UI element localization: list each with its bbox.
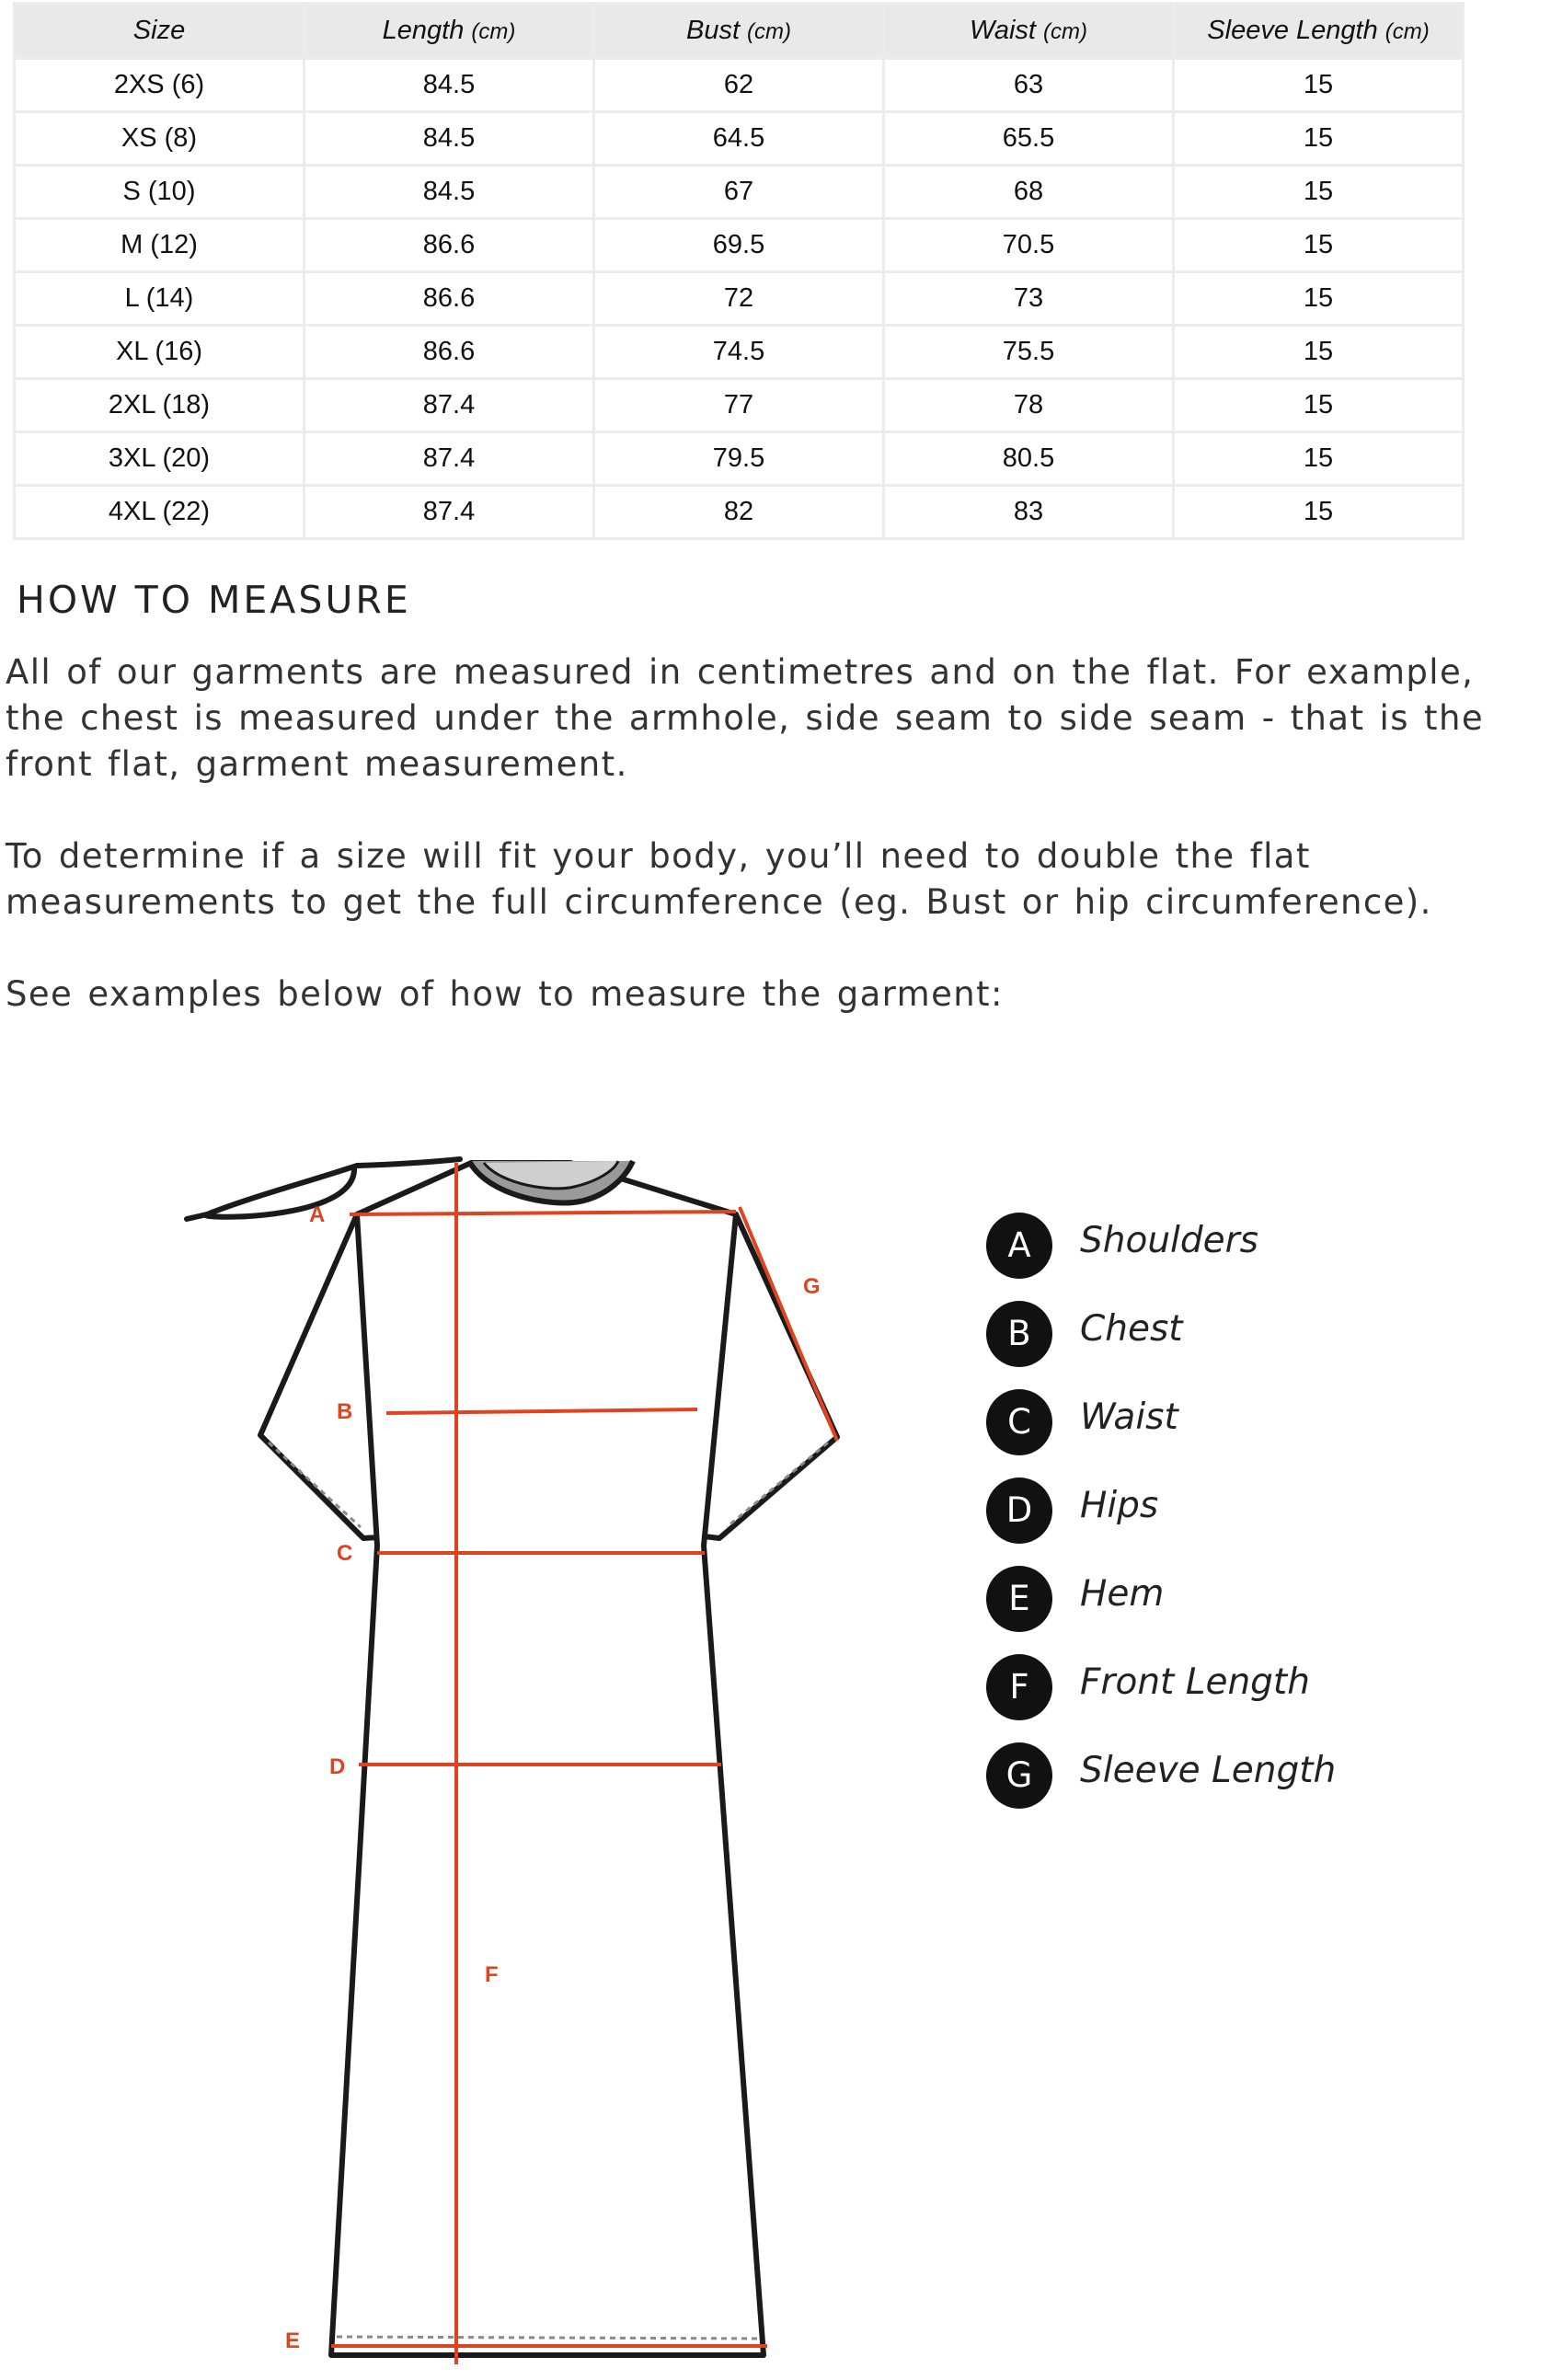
bust-cell: 62 xyxy=(594,59,884,112)
column-header-size: Size xyxy=(15,4,304,59)
diagram-label-e: E xyxy=(285,2328,301,2353)
legend-label: Waist xyxy=(1080,1397,1178,1438)
size-cell: XL (16) xyxy=(15,326,304,379)
diagram-label-g: G xyxy=(803,1274,821,1299)
bust-cell: 79.5 xyxy=(594,432,884,486)
legend-item-hips xyxy=(986,1477,1501,1544)
diagram-label-b: B xyxy=(337,1399,353,1424)
column-header-bust: Bust (cm) xyxy=(594,4,884,59)
length-cell: 84.5 xyxy=(304,112,594,166)
waist-cell: 73 xyxy=(884,272,1174,326)
waist-cell: 65.5 xyxy=(884,112,1174,166)
legend-item-hem xyxy=(986,1566,1501,1632)
legend-badge: B xyxy=(986,1301,1052,1367)
length-cell: 84.5 xyxy=(304,59,594,112)
column-header-waist: Waist (cm) xyxy=(884,4,1174,59)
table-row xyxy=(15,59,1464,112)
legend-badge: F xyxy=(986,1654,1052,1720)
table-header-row xyxy=(15,4,1464,59)
waist-cell: 75.5 xyxy=(884,326,1174,379)
table-row xyxy=(15,219,1464,272)
length-cell: 87.4 xyxy=(304,432,594,486)
waist-cell: 80.5 xyxy=(884,432,1174,486)
measure-paragraph-3: See examples below of how to measure the garment: xyxy=(6,974,1004,1014)
sleeve-cell: 15 xyxy=(1174,112,1464,166)
sleeve-cell: 15 xyxy=(1174,326,1464,379)
legend-badge: D xyxy=(986,1477,1052,1544)
legend-label: Chest xyxy=(1080,1308,1183,1350)
legend-badge: G xyxy=(986,1742,1052,1809)
table-row xyxy=(15,379,1464,432)
table-row xyxy=(15,486,1464,539)
dress-body xyxy=(331,1163,764,2355)
waist-cell: 63 xyxy=(884,59,1174,112)
bust-cell: 64.5 xyxy=(594,112,884,166)
length-cell: 87.4 xyxy=(304,379,594,432)
length-cell: 87.4 xyxy=(304,486,594,539)
length-cell: 86.6 xyxy=(304,272,594,326)
diagram-label-f: F xyxy=(485,1962,499,1987)
legend-label: Shoulders xyxy=(1080,1220,1258,1261)
length-cell: 84.5 xyxy=(304,166,594,219)
waist-cell: 78 xyxy=(884,379,1174,432)
diagram-label-d: D xyxy=(329,1754,346,1779)
legend-item-front-length xyxy=(986,1654,1501,1720)
sleeve-cell: 15 xyxy=(1174,59,1464,112)
size-cell: S (10) xyxy=(15,166,304,219)
size-cell: XS (8) xyxy=(15,112,304,166)
size-cell: 4XL (22) xyxy=(15,486,304,539)
sleeve-cell: 15 xyxy=(1174,379,1464,432)
table-row xyxy=(15,432,1464,486)
sleeve-cell: 15 xyxy=(1174,272,1464,326)
table-row xyxy=(15,272,1464,326)
bust-cell: 77 xyxy=(594,379,884,432)
how-to-measure-heading: HOW TO MEASURE xyxy=(17,578,411,622)
legend-item-shoulders xyxy=(986,1213,1501,1279)
bust-cell: 69.5 xyxy=(594,219,884,272)
measure-paragraph-1: All of our garments are measured in centimetres and on the flat. For example, the chest is measured under the armhole, side seam to side seam - that is the front flat, garment measurement. xyxy=(6,652,1484,784)
sleeve-cell: 15 xyxy=(1174,432,1464,486)
size-cell: 2XS (6) xyxy=(15,59,304,112)
size-cell: L (14) xyxy=(15,272,304,326)
size-cell: 3XL (20) xyxy=(15,432,304,486)
legend-item-waist xyxy=(986,1389,1501,1455)
length-cell: 86.6 xyxy=(304,219,594,272)
legend-badge: A xyxy=(986,1213,1052,1279)
dress-measurement-diagram xyxy=(0,1104,938,2380)
legend-label: Front Length xyxy=(1080,1661,1310,1703)
table-row xyxy=(15,166,1464,219)
size-cell: M (12) xyxy=(15,219,304,272)
bust-cell: 74.5 xyxy=(594,326,884,379)
sleeve-cell: 15 xyxy=(1174,219,1464,272)
bust-cell: 72 xyxy=(594,272,884,326)
legend-item-sleeve-length xyxy=(986,1742,1501,1809)
column-header-length: Length (cm) xyxy=(304,4,594,59)
legend-badge: E xyxy=(986,1566,1052,1632)
table-row xyxy=(15,112,1464,166)
bust-cell: 82 xyxy=(594,486,884,539)
waist-cell: 68 xyxy=(884,166,1174,219)
legend-item-chest xyxy=(986,1301,1501,1367)
column-header-sleeve-length: Sleeve Length (cm) xyxy=(1174,4,1464,59)
length-cell: 86.6 xyxy=(304,326,594,379)
waist-cell: 70.5 xyxy=(884,219,1174,272)
legend-badge: C xyxy=(986,1389,1052,1455)
diagram-label-a: A xyxy=(309,1202,326,1227)
diagram-label-c: C xyxy=(337,1541,353,1566)
size-cell: 2XL (18) xyxy=(15,379,304,432)
bust-cell: 67 xyxy=(594,166,884,219)
measure-paragraph-2: To determine if a size will fit your body, you’ll need to double the flat measurements to get the full circumference (eg. Bust or hip circumference). xyxy=(6,836,1432,922)
size-chart-table xyxy=(13,2,1465,540)
legend-label: Hips xyxy=(1080,1485,1159,1526)
legend-label: Sleeve Length xyxy=(1080,1750,1337,1791)
legend-label: Hem xyxy=(1080,1573,1165,1615)
sleeve-cell: 15 xyxy=(1174,486,1464,539)
sleeve-cell: 15 xyxy=(1174,166,1464,219)
waist-cell: 83 xyxy=(884,486,1174,539)
table-row xyxy=(15,326,1464,379)
